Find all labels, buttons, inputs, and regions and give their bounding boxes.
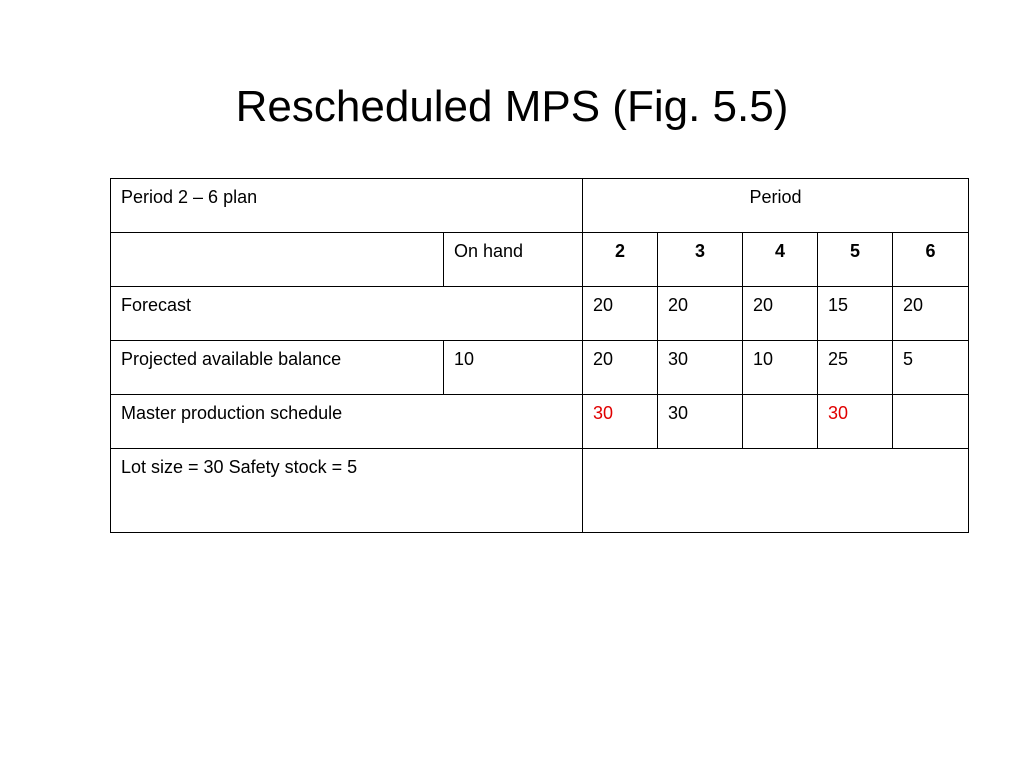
forecast-cell: 15 [818,287,893,341]
mps-cell [893,395,969,449]
mps-cell-highlighted: 30 [583,395,658,449]
pab-cell: 20 [583,341,658,395]
forecast-cell: 20 [893,287,969,341]
period-header-cell: Period [583,179,969,233]
period-number-row [111,233,969,287]
forecast-cell: 20 [658,287,743,341]
period-cell: 2 [583,233,658,287]
pab-label-cell: Projected available balance [111,341,444,395]
period-cell: 5 [818,233,893,287]
forecast-cell: 20 [743,287,818,341]
mps-row [111,395,969,449]
plan-label-cell: Period 2 – 6 plan [111,179,583,233]
forecast-cell: 20 [583,287,658,341]
period-cell: 3 [658,233,743,287]
mps-cell [743,395,818,449]
on-hand-label-cell: On hand [444,233,583,287]
mps-cell: 30 [658,395,743,449]
lot-size-note-cell: Lot size = 30 Safety stock = 5 [111,449,583,533]
slide-title: Rescheduled MPS (Fig. 5.5) [235,82,789,132]
mps-cell-highlighted: 30 [818,395,893,449]
empty-cell [583,449,969,533]
footer-row [111,449,969,533]
pab-row [111,341,969,395]
forecast-row [111,287,969,341]
mps-label-cell: Master production schedule [111,395,583,449]
pab-on-hand-cell: 10 [444,341,583,395]
forecast-label-cell: Forecast [111,287,583,341]
pab-cell: 10 [743,341,818,395]
header-row [111,179,969,233]
period-cell: 6 [893,233,969,287]
pab-cell: 5 [893,341,969,395]
pab-cell: 25 [818,341,893,395]
empty-cell [111,233,444,287]
pab-cell: 30 [658,341,743,395]
mps-table [110,178,969,533]
period-cell: 4 [743,233,818,287]
